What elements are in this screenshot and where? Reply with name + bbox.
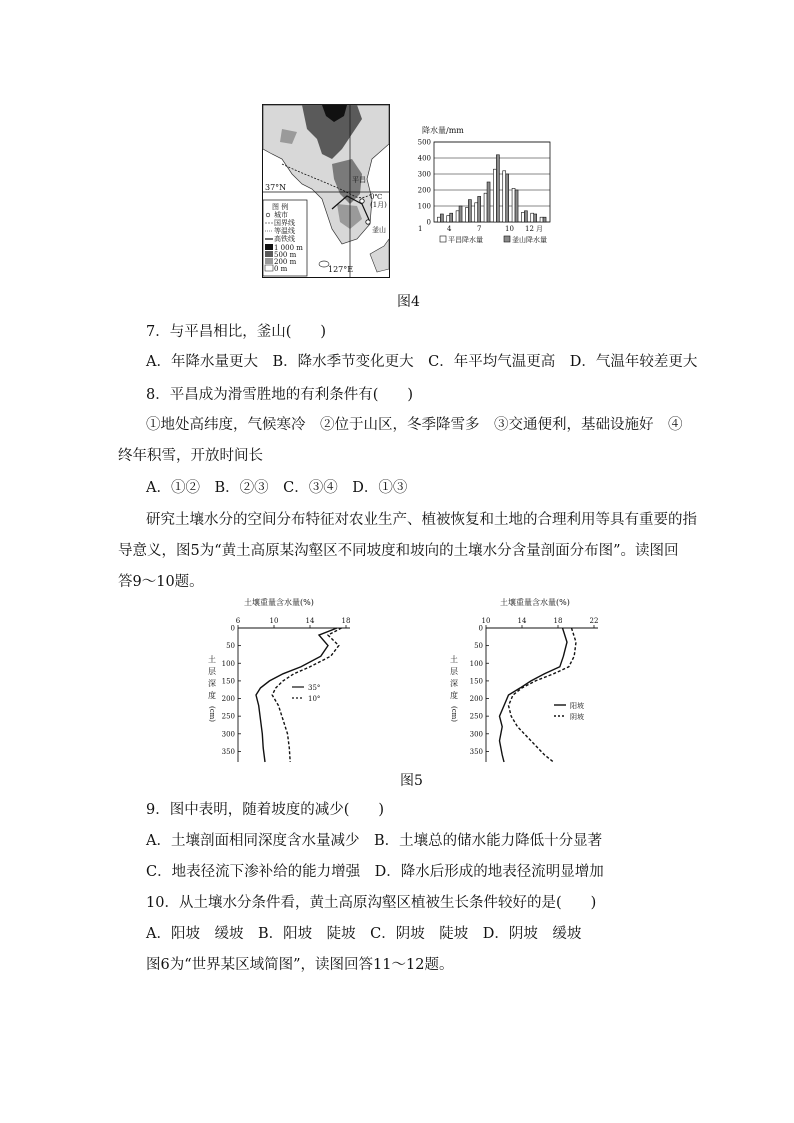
slope-series-0 <box>256 628 337 762</box>
legend-0m: 0 m <box>274 265 288 273</box>
legend-35-label: 35° <box>308 684 321 692</box>
ylabel-char-3: 深 <box>208 679 216 688</box>
q10-stem: 10．从土壤水分条件看，黄土高原沟壑区植被生长条件较好的是( ) <box>146 895 597 911</box>
bar-pyeongchang-6 <box>484 193 487 222</box>
legend-a-swatch <box>440 236 446 242</box>
precip-ytick-100: 100 <box>417 202 431 211</box>
city-busan-marker <box>366 220 370 224</box>
q8-line1: ①地处高纬度，气候寒冷 ②位于山区，冬季降雪多 ③交通便利，基础设施好 ④ <box>146 417 683 433</box>
ylabel-char-4: 度 <box>208 691 216 700</box>
slope-ytick-300: 300 <box>221 730 235 739</box>
aspect-ytick-300: 300 <box>469 730 483 739</box>
bar-busan-12 <box>543 217 546 222</box>
isotherm-label: 0℃ <box>370 193 383 201</box>
ylabel-unit: (cm) <box>208 706 216 723</box>
legend-200m: 200 m <box>274 258 297 266</box>
aspect-xtick-10: 10 <box>481 617 491 625</box>
slope-xtick-10: 10 <box>269 617 279 625</box>
legend-city: 城市 <box>274 211 288 219</box>
left-xlabel: 土壤重量含水量(%) <box>244 598 314 607</box>
legend-border: 国界线 <box>274 219 295 227</box>
precip-ytick-500: 500 <box>417 138 431 147</box>
precip-xtick-1: 1 <box>418 225 423 233</box>
figure5-caption: 图5 <box>400 773 423 789</box>
aspect-series-0 <box>500 628 568 762</box>
slope-ytick-250: 250 <box>221 712 235 721</box>
legend-b-label: 釜山降水量 <box>512 236 547 244</box>
legend-10-label: 10° <box>308 695 321 703</box>
q9-stem: 9．图中表明，随着坡度的减少( ) <box>146 802 385 818</box>
aspect-xtick-18: 18 <box>553 617 563 625</box>
bar-busan-3 <box>459 206 462 222</box>
precip-ytick-400: 400 <box>417 154 431 163</box>
right-xlabel: 土壤重量含水量(%) <box>500 598 570 607</box>
legend-rail: 高铁线 <box>274 235 295 243</box>
bar-pyeongchang-5 <box>475 203 478 222</box>
isotherm-month: (1月) <box>370 201 387 209</box>
legend-sunny-label: 阳坡 <box>570 702 584 710</box>
legend-a-label: 平昌降水量 <box>448 236 483 244</box>
city-busan-label: 釜山 <box>372 226 386 234</box>
bar-pyeongchang-1 <box>437 217 440 222</box>
q7-stem: 7．与平昌相比，釜山( ) <box>146 324 327 340</box>
bar-busan-8 <box>506 174 509 222</box>
legend-isotherm: 等温线 <box>274 227 295 235</box>
precip-xtick-month: 月 <box>536 225 543 233</box>
bar-busan-10 <box>524 211 527 222</box>
city-pyeongchang-label: 平昌 <box>352 176 366 184</box>
aspect-ytick-150: 150 <box>469 677 483 686</box>
r-ylabel-char-3: 深 <box>450 679 458 688</box>
aspect-ytick-250: 250 <box>469 712 483 721</box>
bar-pyeongchang-2 <box>447 216 450 222</box>
aspect-xtick-22: 22 <box>589 617 599 625</box>
precip-ytick-0: 0 <box>426 218 431 227</box>
r-ylabel-char-2: 层 <box>450 667 458 676</box>
right-ylabel <box>450 654 458 722</box>
precip-plot-frame <box>434 142 550 222</box>
precip-ytick-300: 300 <box>417 170 431 179</box>
q9-options-cd: C．地表径流下渗补给的能力增强 D．降水后形成的地表径流明显增加 <box>146 864 604 880</box>
figure4-caption: 图4 <box>397 294 420 310</box>
precip-xtick-12: 12 <box>525 225 534 233</box>
intro-line3: 答9～10题。 <box>118 574 204 590</box>
slope-ytick-100: 100 <box>221 659 235 668</box>
soil-chart-aspect <box>444 594 624 770</box>
precip-xtick-10: 10 <box>505 225 514 233</box>
lon-label: 127°E <box>328 265 354 274</box>
slope-ytick-200: 200 <box>221 695 235 704</box>
fig6-intro: 图6为“世界某区域简图”，读图回答11～12题。 <box>146 957 454 973</box>
slope-ytick-150: 150 <box>221 677 235 686</box>
q9-options-ab: A．土壤剖面相同深度含水量减少 B．土壤总的储水能力降低十分显著 <box>146 833 603 849</box>
q8-options: A．①② B．②③ C．③④ D．①③ <box>146 480 408 496</box>
soil-chart-slope <box>196 594 376 770</box>
bar-pyeongchang-4 <box>465 208 468 222</box>
aspect-ytick-350: 350 <box>469 747 483 756</box>
intro-line1: 研究土壤水分的空间分布特征对农业生产、植被恢复和土地的合理利用等具有重要的指 <box>146 512 697 528</box>
bar-busan-7 <box>496 155 499 222</box>
aspect-xtick-14: 14 <box>517 617 527 625</box>
bar-pyeongchang-7 <box>493 169 496 222</box>
slope-series-1 <box>272 628 341 762</box>
map-legend <box>263 200 307 276</box>
slope-xtick-6: 6 <box>235 617 241 625</box>
r-ylabel-unit: (cm) <box>450 706 458 723</box>
r-ylabel-char-4: 度 <box>450 691 458 700</box>
bar-busan-6 <box>487 182 490 222</box>
figure4-map <box>262 104 390 278</box>
ylabel-char-1: 土 <box>208 655 216 664</box>
legend-title: 图 例 <box>272 203 289 211</box>
ylabel-char-2: 层 <box>208 667 216 676</box>
bar-pyeongchang-3 <box>456 211 459 222</box>
q7-options: A．年降水量更大 B．降水季节变化更大 C．年平均气温更高 D．气温年较差更大 <box>146 354 698 370</box>
bar-pyeongchang-12 <box>540 217 543 222</box>
lat-label: 37°N <box>265 183 287 192</box>
bar-busan-1 <box>440 214 443 222</box>
precip-ylabel: 降水量/mm <box>422 126 464 135</box>
city-pyeongchang-marker <box>360 199 364 203</box>
legend-b-swatch <box>504 236 510 242</box>
bar-busan-11 <box>534 214 537 222</box>
precip-xtick-4: 4 <box>447 225 452 233</box>
aspect-ytick-100: 100 <box>469 659 483 668</box>
bar-busan-5 <box>478 196 481 222</box>
bar-pyeongchang-11 <box>531 213 534 222</box>
legend-500m: 500 m <box>274 251 297 259</box>
slope-ytick-50: 50 <box>226 642 235 651</box>
precip-ytick-200: 200 <box>417 186 431 195</box>
q8-stem: 8．平昌成为滑雪胜地的有利条件有( ) <box>146 387 414 403</box>
left-ylabel <box>208 654 216 722</box>
q10-options: A．阳坡 缓坡 B．阳坡 陡坡 C．阴坡 陡坡 D．阴坡 缓坡 <box>146 926 582 942</box>
slope-xtick-18: 18 <box>341 617 351 625</box>
r-ylabel-char-1: 土 <box>450 655 458 664</box>
legend-1000m: 1 000 m <box>274 244 303 252</box>
q8-line2: 终年积雪，开放时间长 <box>118 448 263 464</box>
aspect-ytick-50: 50 <box>474 642 483 651</box>
bar-busan-4 <box>468 200 471 222</box>
slope-ytick-350: 350 <box>221 747 235 756</box>
intro-line2: 导意义，图5为“黄土高原某沟壑区不同坡度和坡向的土壤水分含量剖面分布图”。读图回 <box>118 543 679 559</box>
bar-pyeongchang-8 <box>503 171 506 222</box>
bar-busan-2 <box>450 213 453 222</box>
legend-shady-label: 阴坡 <box>570 713 584 721</box>
precip-xtick-7: 7 <box>477 225 482 233</box>
aspect-ytick-0: 0 <box>478 624 483 633</box>
bar-busan-9 <box>515 190 518 222</box>
aspect-ytick-200: 200 <box>469 695 483 704</box>
bar-pyeongchang-9 <box>512 188 515 222</box>
precip-chart <box>408 124 580 252</box>
slope-xtick-14: 14 <box>305 617 315 625</box>
slope-ytick-0: 0 <box>230 624 235 633</box>
bar-pyeongchang-10 <box>521 212 524 222</box>
